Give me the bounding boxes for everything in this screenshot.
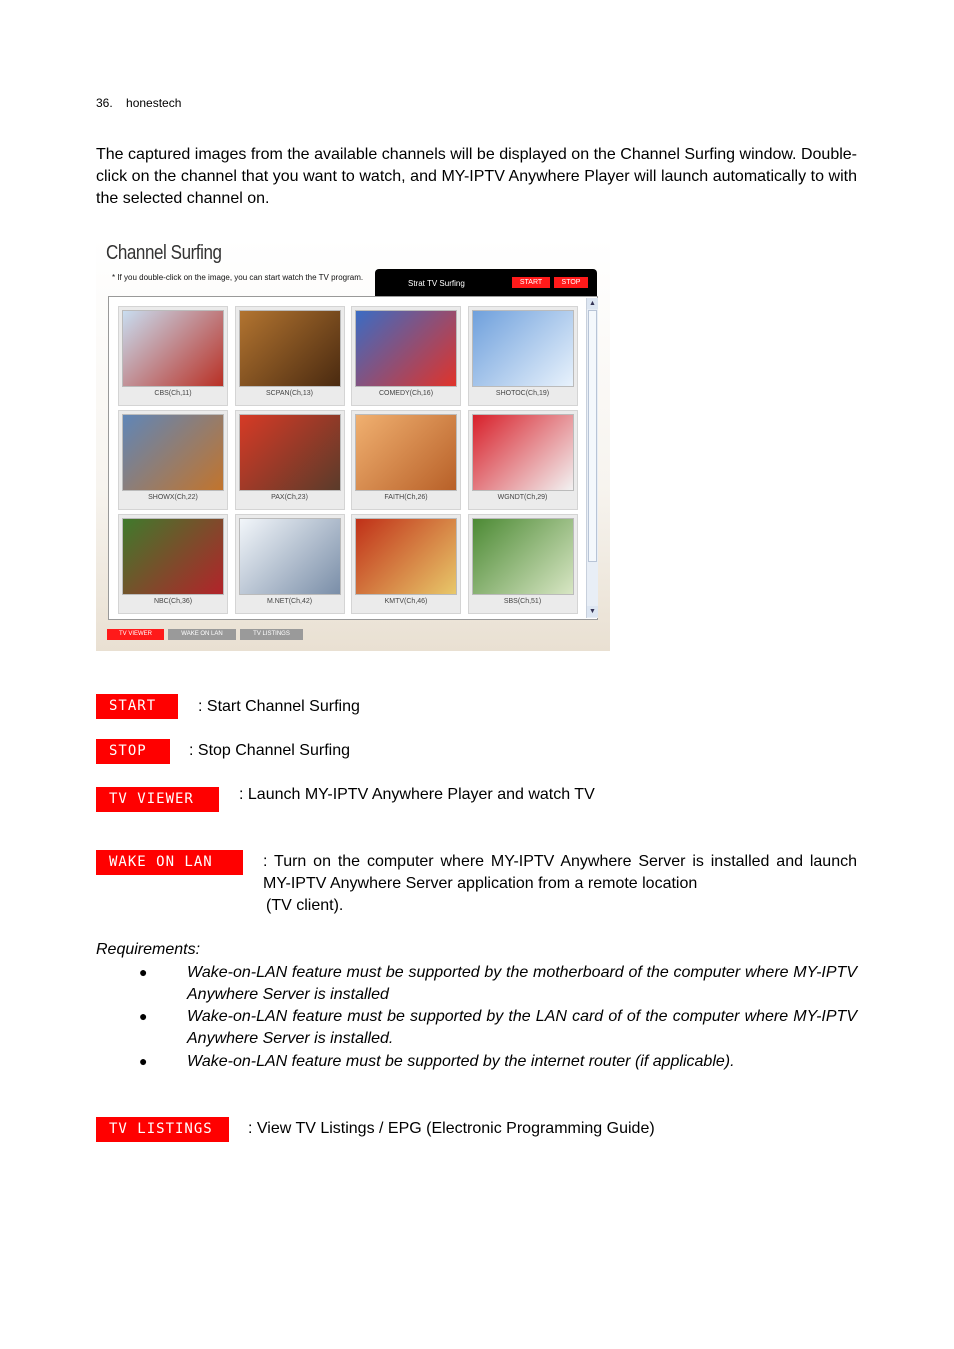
requirements-heading: Requirements: bbox=[96, 941, 201, 958]
page-header bbox=[96, 96, 181, 110]
channel-tile[interactable] bbox=[468, 514, 578, 614]
channel-thumbnail[interactable] bbox=[122, 518, 224, 595]
requirement-item: Wake-on-LAN feature must be supported by the LAN card of of the computer where MY-IPTV Anywhere Server is installed. bbox=[187, 1008, 857, 1047]
requirement-item: Wake-on-LAN feature must be supported by the internet router (if applicable). bbox=[187, 1053, 735, 1070]
channel-label: SCPAN(Ch,13) bbox=[266, 390, 313, 397]
channel-tile[interactable] bbox=[468, 410, 578, 510]
channel-grid bbox=[108, 296, 598, 620]
wake-on-lan-description: : Turn on the computer where MY-IPTV Anywhere Server is installed and launch MY-IPTV Anywhere Server application from a remote location bbox=[263, 853, 857, 892]
page-number: 36. bbox=[96, 96, 113, 110]
requirement-item: Wake-on-LAN feature must be supported by the motherboard of the computer where MY-IPTV Anywhere Server is installed bbox=[187, 964, 857, 1003]
channel-surfing-window bbox=[96, 238, 610, 651]
scroll-up-icon[interactable]: ▲ bbox=[587, 298, 598, 309]
scroll-down-icon[interactable]: ▼ bbox=[587, 606, 598, 617]
channel-label: FAITH(Ch,26) bbox=[384, 494, 428, 501]
channel-tile[interactable] bbox=[118, 514, 228, 614]
channel-thumbnail[interactable] bbox=[472, 310, 574, 387]
tv-listings-tab[interactable]: TV LISTINGS bbox=[240, 629, 303, 640]
channel-thumbnail[interactable] bbox=[355, 414, 457, 491]
channel-label: COMEDY(Ch,16) bbox=[378, 390, 434, 397]
tv-listings-badge: TV LISTINGS bbox=[96, 1117, 229, 1142]
channel-thumbnail[interactable] bbox=[239, 310, 341, 387]
channel-label: SHOTOC(Ch,19) bbox=[495, 390, 550, 397]
tv-viewer-badge: TV VIEWER bbox=[96, 787, 219, 812]
channel-label: KMTV(Ch,46) bbox=[384, 598, 428, 605]
start-description: : Start Channel Surfing bbox=[198, 698, 360, 715]
tv-viewer-description: : Launch MY-IPTV Anywhere Player and watch TV bbox=[239, 786, 595, 803]
channel-thumbnail[interactable] bbox=[472, 414, 574, 491]
toolbar-label: Strat TV Surfing bbox=[408, 279, 465, 288]
channel-label: CBS(Ch,11) bbox=[154, 390, 192, 397]
channel-thumbnail[interactable] bbox=[355, 518, 457, 595]
channel-label: PAX(Ch,23) bbox=[271, 494, 308, 501]
surfing-toolbar bbox=[375, 269, 597, 296]
channel-thumbnail[interactable] bbox=[355, 310, 457, 387]
window-title: Channel Surfing bbox=[106, 242, 222, 264]
channel-thumbnail[interactable] bbox=[239, 414, 341, 491]
start-button[interactable]: START bbox=[512, 277, 550, 288]
channel-label: WGNDT(Ch,29) bbox=[497, 494, 548, 501]
intro-paragraph: The captured images from the available channels will be displayed on the Channel Surfing window. Double-click on the channel that you want to watch, and MY-IPTV Anywhere Player will launch automatically to with the selected channel on. bbox=[96, 146, 857, 207]
channel-label: SHOWX(Ch,22) bbox=[148, 494, 198, 501]
channel-label: M.NET(Ch,42) bbox=[266, 598, 313, 605]
brand-name: honestech bbox=[126, 96, 182, 110]
window-note: * If you double-click on the image, you can start watch the TV program. bbox=[112, 273, 364, 282]
bullet-icon: ● bbox=[139, 1053, 148, 1069]
channel-label: NBC(Ch,36) bbox=[153, 598, 193, 605]
wake-on-lan-description-2: (TV client). bbox=[266, 897, 344, 914]
channel-tile[interactable] bbox=[235, 306, 345, 406]
channel-tile[interactable] bbox=[351, 410, 461, 510]
wake-on-lan-badge: WAKE ON LAN bbox=[96, 850, 243, 875]
channel-tile[interactable] bbox=[351, 514, 461, 614]
channel-tile[interactable] bbox=[351, 306, 461, 406]
stop-description: : Stop Channel Surfing bbox=[189, 742, 350, 759]
wake-on-lan-tab[interactable]: WAKE ON LAN bbox=[168, 629, 236, 640]
channel-tile[interactable] bbox=[468, 306, 578, 406]
tv-viewer-tab[interactable]: TV VIEWER bbox=[107, 629, 164, 640]
channel-tile[interactable] bbox=[235, 410, 345, 510]
channel-thumbnail[interactable] bbox=[472, 518, 574, 595]
scroll-thumb[interactable] bbox=[588, 310, 597, 562]
channel-thumbnail[interactable] bbox=[122, 310, 224, 387]
channel-tile[interactable] bbox=[118, 306, 228, 406]
vertical-scrollbar[interactable] bbox=[586, 298, 598, 618]
bullet-icon: ● bbox=[139, 964, 148, 980]
start-badge: START bbox=[96, 694, 178, 719]
channel-thumbnail[interactable] bbox=[122, 414, 224, 491]
channel-tile[interactable] bbox=[235, 514, 345, 614]
channel-thumbnail[interactable] bbox=[239, 518, 341, 595]
channel-tile[interactable] bbox=[118, 410, 228, 510]
channel-label: SBS(Ch,51) bbox=[503, 598, 542, 605]
bullet-icon: ● bbox=[139, 1008, 148, 1024]
stop-button[interactable]: STOP bbox=[554, 277, 588, 288]
tv-listings-description: : View TV Listings / EPG (Electronic Programming Guide) bbox=[248, 1120, 655, 1137]
stop-badge: STOP bbox=[96, 739, 170, 764]
